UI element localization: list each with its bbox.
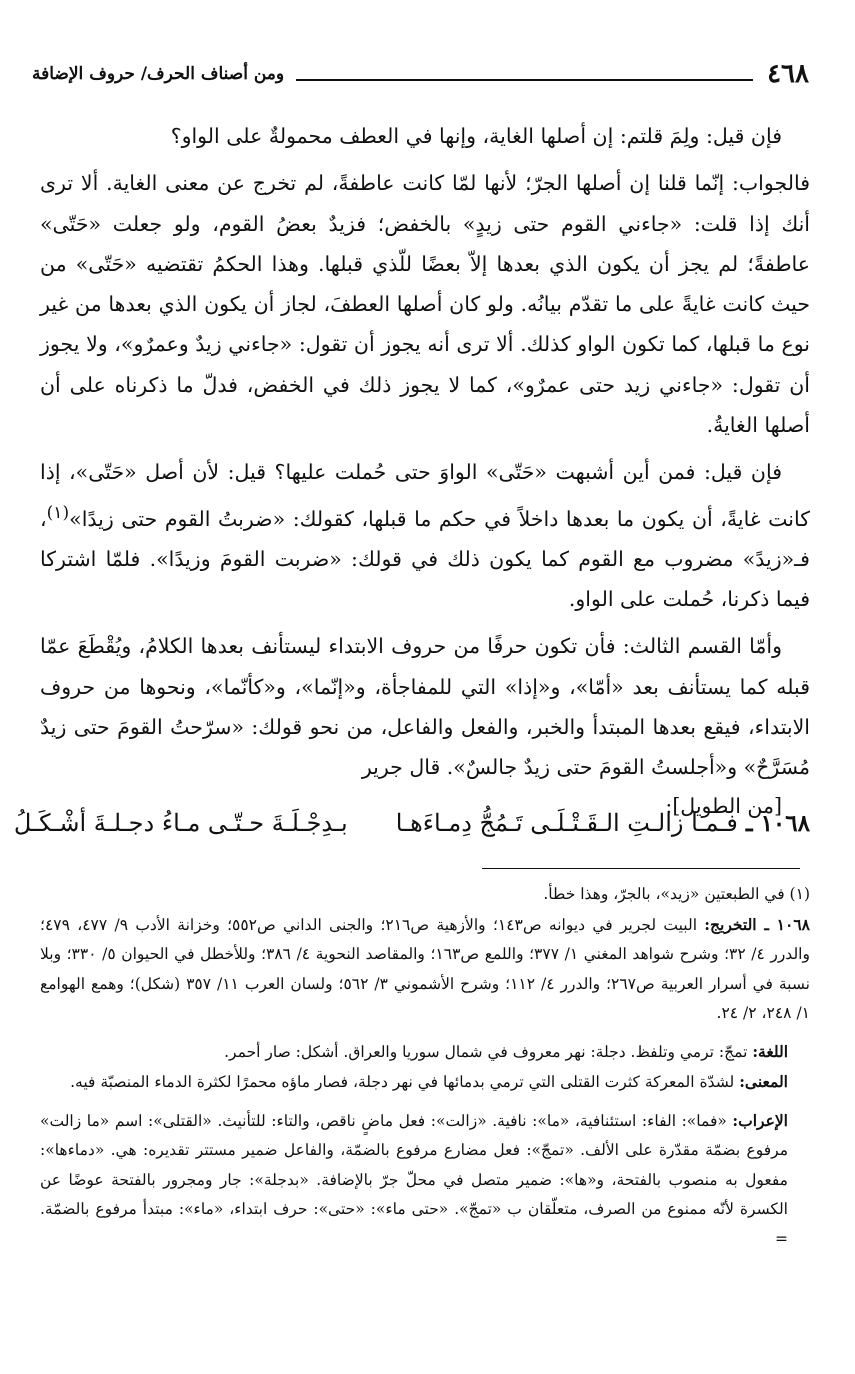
running-head bbox=[32, 58, 809, 90]
paragraph-resemblance-part-1: فإن قيل: فمن أين أشبهت «حَتّى» الواوَ حتى حُملت عليها؟ قيل: لأن أصل «حَتّى»، إذا كانت غايةً، أن يكون ما بعدها داخلاً في حكم ما قبلها، كقولك: «ضربتُ القوم حتى زيدًا» bbox=[40, 460, 810, 531]
verse-number: ١٠٦٨ ـ bbox=[745, 809, 810, 837]
verse-first-hemistich: فـمـا زالـتِ الـقَـتْـلَـى تَـمُجُّ دِمـاءَهـا bbox=[395, 809, 738, 837]
paragraph-resemblance bbox=[40, 452, 810, 619]
footnote-rule bbox=[482, 868, 800, 869]
verse-second-hemistich: بـدِجْـلَـةَ حـتّـى مـاءُ دجـلـةَ أشْـكَـلُ bbox=[13, 809, 348, 837]
mana-heading: المعنى: bbox=[739, 1072, 788, 1091]
irab-heading: الإعراب: bbox=[732, 1110, 788, 1130]
mana-text: لشدّة المعركة كثرت القتلى التي ترمي بدمائها في نهر دجلة، فصار ماؤه محمرًا لكثرة الدماء المنصبّة فيه. bbox=[70, 1073, 735, 1091]
takhrij-heading: ١٠٦٨ ـ التخريج: bbox=[704, 914, 810, 934]
header-rule bbox=[296, 79, 753, 81]
note-lugha bbox=[40, 1037, 788, 1068]
footnote-1: (١) في الطبعتين «زيد»، بالجرّ، وهذا خطأ. bbox=[543, 885, 810, 903]
page-number: ٤٦٨ bbox=[767, 59, 809, 89]
poetry-verse bbox=[13, 800, 810, 846]
main-text bbox=[40, 116, 810, 833]
footnote-ref-1: (١) bbox=[46, 502, 70, 523]
note-mana bbox=[40, 1067, 788, 1098]
paragraph-resemblance-part-2: ، فـ«زيدً» مضروب مع القوم كما يكون ذلك في قولك: «ضربت القومَ وزيدًا». فلمّا اشتركا فيما ذكرنا، حُملت على الواو. bbox=[40, 506, 810, 612]
note-irab bbox=[40, 1106, 788, 1255]
lugha-text: تمجّ: ترمي وتلفظ. دجلة: نهر معروف في شمال سوريا والعراق. أشكل: صار أحمر. bbox=[224, 1042, 748, 1061]
irab-text: «فما»: الفاء: استئنافية، «ما»: نافية. «زالت»: فعل ماضٍ ناقص، والتاء: للتأنيث. «القتلى»: اسم «ما زالت» مرفوع بضمّة مقدّرة على الألف. «تمجّ»: فعل مضارع مرفوع بالضمّة، والفاعل ضمير مستتر تقديره: هي. «دماءها»: مفعول به منصوب بالفتحة، و«ها»: ضمير متصل في محلّ جرّ بالإضافة. «بدجلة»: جار ومجرور بالفتحة عوضًا عن الكسرة لأنّه ممنوع من الصرف، متعلّقان ب «تمجّ». «حتى ماء»: «حتى»: حرف ابتداء، «ماء»: مبتدأ مرفوع بالضمّة. = bbox=[40, 1111, 788, 1248]
paragraph-third-section-text: وأمّا القسم الثالث: فأن تكون حرفًا من حروف الابتداء ليستأنف بعدها الكلامُ، ويُقْطَعَ عمّا قبله كما يستأنف بعد «أمّا»، و«إذا» التي للمفاجأة، و«إنّما»، و«كأنّما»، ونحوها من حروف الابتداء، فيقع بعدها المبتدأ والخبر، والفعل والفاعل، من نحو قولك: «سرّحتُ القومَ حتى زيدٌ مُسَرَّحٌ» و«أجلستُ القومَ حتى زيدٌ جالسٌ». قال جرير bbox=[40, 634, 810, 780]
takhrij-text: البيت لجرير في ديوانه ص١٤٣؛ والأزهية ص٢١٦؛ والجنى الداني ص٥٥٢؛ وخزانة الأدب ٩/ ٤٧٧، ٤٧٩؛ والدرر ٤/ ٣٢؛ وشرح شواهد المغني ١/ ٣٧٧؛ واللمع ص١٦٣؛ والمقاصد النحوية ٤/ ٣٨٦؛ وللأخطل في الحيوان ٥/ ٣٣٠؛ وبلا نسبة في أسرار العربية ص٢٦٧؛ والدرر ٤/ ١١٢؛ وشرح الأشموني ٣/ ٥٦٢؛ ولسان العرب ١١/ ٣٥٧ (شكل)؛ وهمع الهوامع ١/ ٢٤٨، ٢/ ٢٤. bbox=[40, 915, 810, 1022]
footnote-takhrij bbox=[40, 910, 810, 1029]
paragraph-question: فإن قيل: ولِمَ قلتم: إن أصلها الغاية، وإنها في العطف محمولةٌ على الواو؟ bbox=[170, 124, 782, 148]
meter-label: [من الطويل]: bbox=[665, 793, 782, 818]
footnote-commentary bbox=[40, 1037, 810, 1255]
footnotes bbox=[40, 880, 810, 1254]
paragraph-answer: فالجواب: إنّما قلنا إن أصلها الجرّ؛ لأنها لمّا كانت عاطفةً، لم تخرج عن معنى الغاية. ألا ترى أنك إذا قلت: «جاءني القوم حتى زيدٍ» بالخفض؛ فزيدٌ بعضُ القوم، ولو جعلت «حَتّى» عاطفةً؛ لم يجز أن يكون الذي بعدها إلاّ بعضًا للّذي قبلها. وهذا الحكمُ تقتضيه «حَتّى» من حيث كانت غايةً على ما تقدّم بيانُه. ولو كان أصلها العطفَ، لجاز أن يكون الذي بعدها من غير نوع ما قبلها، كما تكون الواو كذلك. ألا ترى أنه يجوز أن تقول: «جاءني زيدٌ وعمرٌو»، ولا يجوز أن تقول: «جاءني زيد حتى عمرٌو»، كما لا يجوز ذلك في الخفض، فدلّ ما ذكرناه على أن أصلها الغايةُ. bbox=[40, 171, 810, 438]
paragraph-third-section bbox=[40, 626, 810, 825]
section-title: ومن أصناف الحرف/ حروف الإضافة bbox=[32, 64, 285, 84]
lugha-heading: اللغة: bbox=[752, 1041, 788, 1061]
